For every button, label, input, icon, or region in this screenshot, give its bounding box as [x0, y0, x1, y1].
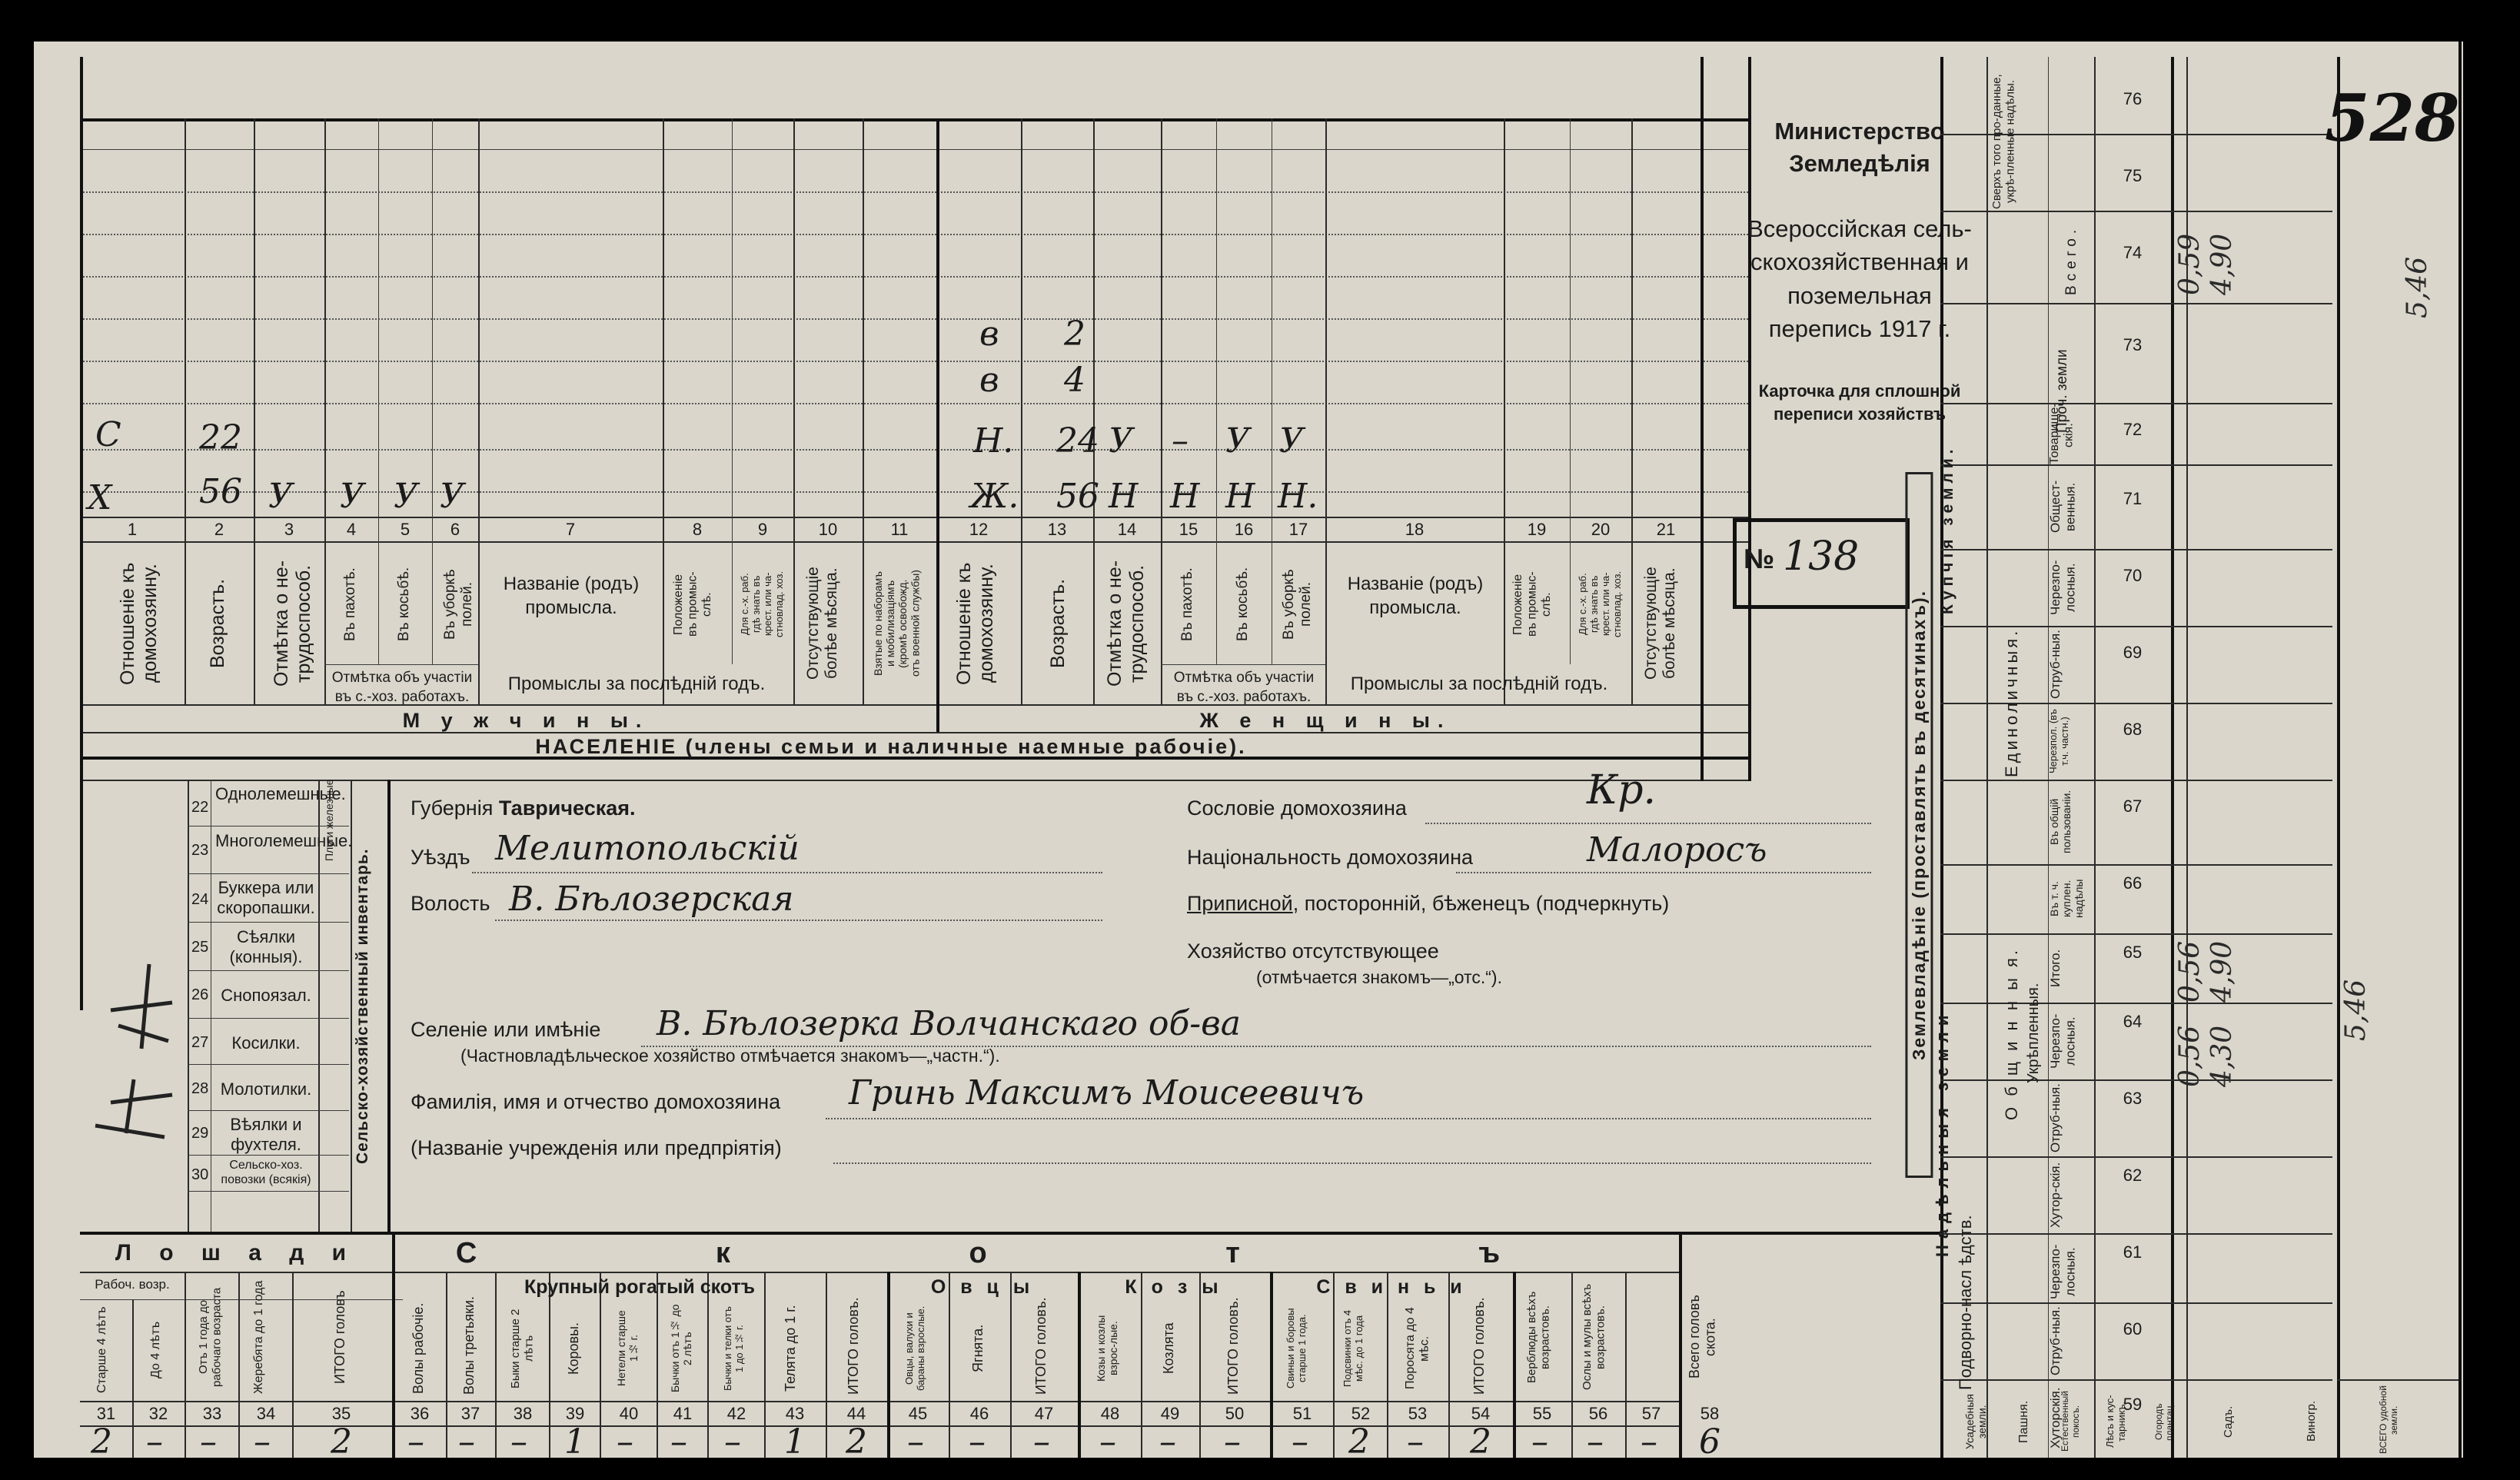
livestock-value: 2 — [1348, 1422, 1370, 1458]
land-col-label: Черезпо-лосныя. — [2048, 1244, 2078, 1299]
inv-no: 26 — [191, 986, 209, 1003]
hw-age: 56 — [1056, 477, 1099, 516]
col-number: 14 — [1117, 520, 1137, 539]
header-harvest: Въ уборкѣ полей. — [442, 569, 475, 640]
group-sheep: О в ц ы — [930, 1276, 1035, 1298]
livestock-col-label: Поросята до 4 мѣс. — [1404, 1307, 1431, 1390]
livestock-col-number: 50 — [1225, 1404, 1245, 1423]
header-disability: Отмѣтка о не- трудоспособ. — [271, 560, 314, 687]
hw-mark: У — [440, 477, 464, 516]
livestock-value: – — [458, 1422, 475, 1458]
header-absent-women: Отсутствующіе болѣе мѣсяца. — [1642, 567, 1679, 680]
land-col-label: Отруб-ныя. — [2048, 630, 2063, 699]
livestock-col-label: ИТОГО головъ. — [1225, 1297, 1241, 1395]
livestock-col-number: 35 — [331, 1404, 351, 1423]
land-col-number: 74 — [2123, 243, 2143, 262]
col-number: 17 — [1288, 520, 1308, 539]
col-number: 11 — [890, 520, 909, 539]
livestock-col-label: Верблюды всѣхъ возрастовъ. — [1525, 1291, 1552, 1383]
land-col-number: 73 — [2123, 335, 2143, 354]
land-col-number: 63 — [2123, 1089, 2143, 1108]
land-value: 0,56 — [2174, 940, 2206, 1003]
livestock-value: 2 — [91, 1422, 112, 1458]
total-value: 5,46 — [2340, 979, 2372, 1041]
land-col-number: 66 — [2123, 873, 2143, 893]
hw-relation: в — [979, 314, 999, 354]
strengthened-title: Укрѣпленныя. — [2025, 983, 2042, 1084]
hw-mark: Н. — [1278, 477, 1318, 516]
livestock-col-number: 43 — [785, 1404, 805, 1423]
land-col-number: 65 — [2123, 943, 2143, 962]
livestock-col-label: Бычки отъ 1½ до 2 лѣтъ — [669, 1304, 694, 1393]
hw-mark: Н — [1109, 477, 1139, 516]
livestock-col-label: Отъ 1 года до рабочаго возраста — [197, 1287, 224, 1387]
hw-age: 24 — [1056, 421, 1099, 461]
livestock-value: 2 — [331, 1422, 352, 1458]
land-col-number: 68 — [2123, 720, 2143, 739]
livestock-col-number: 44 — [846, 1404, 866, 1423]
land-col-number: 76 — [2123, 89, 2143, 108]
livestock-col-label: Всего головъ скота. — [1687, 1295, 1718, 1379]
inv-no: 25 — [191, 939, 209, 956]
land-col-label: Черезпо-лосныя. — [2048, 1013, 2078, 1069]
absent-label: Хозяйство отсутствующее — [1187, 940, 1439, 963]
livestock-value: – — [670, 1422, 687, 1458]
livestock-value: – — [1099, 1422, 1116, 1458]
settlement-value: В. Бѣлозерка Волчанскаго об-ва — [657, 1004, 1242, 1043]
header-participation-women: Отмѣтка объ участіи въ с.-хоз. работахъ. — [1173, 670, 1315, 705]
livestock-col-label: Коровы. — [566, 1322, 581, 1375]
land-col-number: 69 — [2123, 643, 2143, 662]
livestock-col-number: 40 — [619, 1404, 639, 1423]
sole-title: Единоличныя. — [2002, 627, 2021, 778]
livestock-col-label: Быки старше 2 лѣтъ — [509, 1309, 536, 1389]
estate-label: Сословіе домохозяина — [1187, 797, 1407, 820]
col-number: 16 — [1234, 520, 1254, 539]
col-number: 21 — [1656, 520, 1676, 539]
livestock-value: – — [1159, 1422, 1176, 1458]
header-trades-last-year: Промыслы за послѣдній годъ. — [507, 673, 766, 694]
hw-relation: Н. — [973, 421, 1014, 461]
hw-mark: Н — [1170, 477, 1200, 516]
district-value: Мелитопольскій — [495, 829, 800, 868]
absent-note: (отмѣчается знакомъ—„отс.“). — [1256, 967, 1502, 987]
settlement-label: Селеніе или имѣніе — [411, 1018, 601, 1041]
livestock-col-label: ИТОГО головъ. — [846, 1297, 861, 1395]
inv-no: 24 — [191, 891, 209, 908]
land-col-label: Итого. — [2048, 949, 2063, 987]
livestock-col-number: 41 — [673, 1404, 693, 1423]
inv-no: 23 — [191, 842, 209, 859]
land-col-number: 71 — [2123, 489, 2143, 508]
inventory-side-label: Плуги железные — [323, 779, 335, 861]
land-value: 4,30 — [2206, 1025, 2238, 1087]
inv-label: Однолемешные. — [215, 784, 346, 803]
nationality-value: Малоросъ — [1587, 830, 1767, 870]
col-number: 1 — [127, 520, 138, 539]
livestock-value: – — [1292, 1422, 1308, 1458]
inv-label: Буккера или скоропашки. — [217, 878, 315, 918]
livestock-value: – — [1224, 1422, 1241, 1458]
land-value: 0,59 — [2174, 233, 2206, 295]
number-sign: № — [1744, 543, 1775, 574]
livestock-col-label: Нетели старше 1½ г. — [615, 1310, 640, 1387]
land-value: 4,90 — [2206, 233, 2238, 295]
header-plowing: Въ пахотѣ. — [342, 567, 358, 641]
right-label: Усадебныя земли. — [1963, 1394, 1989, 1449]
land-col-label: Черезпо-лосныя. — [2048, 560, 2078, 615]
header-trade-time-women: Для с.-х. раб. гдѣ знать въ крест. или ча- стновлад. хоз. — [1577, 570, 1623, 638]
livestock-col-label: ИТОГО головъ. — [1033, 1297, 1049, 1395]
livestock-value: 1 — [784, 1422, 806, 1458]
livestock-value: 2 — [1470, 1422, 1491, 1458]
owner-label: Фамилія, имя и отчество домохозяина — [411, 1090, 781, 1113]
livestock-col-number: 54 — [1471, 1404, 1491, 1423]
header-disability-women: Отмѣтка о не- трудоспособ. — [1104, 560, 1148, 687]
header-trade-name-women: Названіе (родъ) промысла. — [1347, 574, 1484, 619]
col-number: 13 — [1047, 520, 1067, 539]
livestock-col-number: 42 — [726, 1404, 746, 1423]
header-relation-women: Отношеніе къ домохозяину. — [953, 562, 997, 685]
settlement-note: (Частновладѣльческое хозяйство отмѣчается знакомъ—„частн.“). — [460, 1046, 1000, 1066]
col-number: 10 — [818, 520, 838, 539]
hw-age: 4 — [1064, 361, 1085, 400]
nationality-label: Національность домохозяина — [1187, 846, 1474, 869]
header-trade-name: Названіе (родъ) промысла. — [503, 574, 640, 619]
livestock-value: – — [1641, 1422, 1657, 1458]
col-number: 8 — [692, 520, 703, 539]
livestock-col-label: Подсвинки отъ 4 мѣс. до 1 года — [1341, 1309, 1365, 1388]
header-harvest-women: Въ уборкѣ полей. — [1281, 569, 1314, 640]
hw-mark: У — [1225, 421, 1250, 461]
livestock-value: – — [510, 1422, 527, 1458]
livestock-col-number: 47 — [1034, 1404, 1054, 1423]
other-land-title: Проч. земли — [2054, 349, 2070, 434]
livestock-col-number: 45 — [908, 1404, 928, 1423]
livestock-col-label: Козлята — [1161, 1322, 1176, 1375]
livestock-value: – — [254, 1422, 271, 1458]
col-number: 5 — [400, 520, 411, 539]
livestock-col-number: 38 — [513, 1404, 533, 1423]
horse-working-label: Рабоч. возр. — [95, 1277, 170, 1292]
estate-value: Кр. — [1587, 767, 1657, 813]
right-label: Пашня. — [2017, 1400, 2030, 1443]
population-title: НАСЕЛЕНІЕ (члены семьи и наличные наемные рабочіе). — [535, 735, 1247, 758]
district-label: Уѣздъ — [411, 846, 470, 869]
livestock-col-number: 58 — [1700, 1404, 1720, 1423]
header-trade-time: Для с.-х. раб. гдѣ знать въ крест. или ча- стновлад. хоз. — [739, 570, 785, 638]
right-label: Садъ. — [2222, 1405, 2235, 1438]
group-cattle: Крупный рогатый скотъ — [524, 1276, 755, 1298]
right-label: Огородъ плантац. — [2153, 1402, 2175, 1441]
ministry-title: Министерство Земледѣлія — [1774, 118, 1945, 177]
group-goats: К о з ы — [1125, 1276, 1223, 1298]
header-age-women: Возрастъ. — [1047, 578, 1069, 669]
land-col-label: Сверхъ того про-данные, укрѣ-пленные надѣлы. — [1990, 74, 2017, 209]
header-trade-position: Положеніе въ промыс- слѣ. — [672, 571, 713, 637]
livestock-col-number: 52 — [1351, 1404, 1371, 1423]
hw-relation: в — [979, 361, 999, 400]
communal-title: О б щ и н н ы я. — [2002, 946, 2021, 1120]
inv-label: Вѣялки и фухтеля. — [230, 1115, 302, 1155]
land-col-label: Хутор-скія. — [2048, 1162, 2063, 1228]
hw-mark: Н — [1225, 477, 1255, 516]
census-card — [34, 42, 2463, 1458]
right-label: Естественный покосъ. — [2060, 1391, 2081, 1452]
registered-line: Приписной, посторонній, бѣженецъ (подчеркнуть) — [1187, 892, 1670, 915]
livestock-col-label: ИТОГО головъ — [332, 1290, 347, 1384]
livestock-col-number: 39 — [565, 1404, 585, 1423]
hw-mark: У — [268, 477, 293, 516]
livestock-col-label: Ослы и мулы всѣхъ возрастовъ. — [1581, 1283, 1607, 1391]
livestock-col-number: 37 — [460, 1404, 480, 1423]
right-label: ВСЕГО удобной земли. — [2378, 1385, 2399, 1455]
livestock-col-label: Старше 4 лѣтъ — [95, 1306, 108, 1394]
col-number: 18 — [1405, 520, 1425, 539]
hw-mark: У — [1279, 421, 1304, 461]
land-value: 4,90 — [2206, 940, 2238, 1003]
land-col-label: Товарище-скія. — [2048, 403, 2076, 464]
livestock-value: – — [200, 1422, 217, 1458]
land-col-label: Общест-венныя. — [2048, 480, 2078, 534]
livestock-col-label: Ягнята. — [970, 1324, 986, 1373]
inventory-strokes — [88, 956, 188, 1156]
volost-label: Волость — [411, 892, 490, 915]
group-horses: Л о ш а д и — [115, 1240, 357, 1265]
hw-relation: Ж. — [970, 477, 1019, 516]
owner-value: Гринь Максимъ Моисеевичъ — [849, 1073, 1365, 1112]
header-relation: Отношеніе къ домохозяину. — [117, 562, 161, 685]
inv-no: 22 — [191, 799, 209, 816]
livestock-value: – — [907, 1422, 924, 1458]
land-col-label: Отруб-ныя. — [2048, 1083, 2063, 1152]
land-col-label: Въ общій пользованіи. — [2048, 790, 2073, 854]
livestock-value: – — [407, 1422, 424, 1458]
livestock-col-number: 36 — [410, 1404, 430, 1423]
land-col-label: Хуторскія. — [2048, 1387, 2063, 1448]
inv-label: Сельско-хоз. повозки (всякія) — [221, 1159, 311, 1187]
header-trades-last-year-women: Промыслы за послѣдній годъ. — [1350, 673, 1608, 694]
hw-age: 56 — [199, 472, 242, 511]
col-number: 7 — [565, 520, 576, 539]
livestock-value: – — [1531, 1422, 1548, 1458]
header-age: Возрастъ. — [207, 578, 228, 669]
col-number: 15 — [1179, 520, 1198, 539]
col-number: 3 — [284, 520, 294, 539]
col-number: 2 — [214, 520, 224, 539]
col-number: 20 — [1591, 520, 1611, 539]
purchased-title: Купчія земли. — [1939, 444, 1956, 615]
livestock-col-number: 53 — [1408, 1404, 1428, 1423]
inventory-title: Сельско-хозяйственный инвентарь. — [354, 848, 371, 1165]
land-col-label: Отруб-ныя. — [2048, 1306, 2063, 1375]
land-col-number: 67 — [2123, 797, 2143, 816]
header-plowing-women: Въ пахотѣ. — [1179, 567, 1195, 641]
land-col-number: 59 — [2123, 1395, 2143, 1414]
livestock-col-label: До 4 лѣтъ — [149, 1321, 162, 1379]
livestock-value: – — [724, 1422, 741, 1458]
livestock-col-label: Свиньи и боровы старше 1 года. — [1285, 1308, 1308, 1389]
livestock-value: – — [1587, 1422, 1604, 1458]
livestock-value: 2 — [846, 1422, 867, 1458]
land-col-label: Въ т. ч. куплен. надѣлы — [2048, 879, 2086, 919]
hw-relation: Х — [88, 478, 112, 517]
col-number: 12 — [969, 520, 989, 539]
hw-mark: У — [340, 477, 364, 516]
header-trade-position-women: Положеніе въ промыс- слѣ. — [1511, 571, 1553, 637]
livestock-value: 6 — [1699, 1422, 1720, 1458]
col-number: 6 — [450, 520, 460, 539]
livestock-col-label: Телята до 1 г. — [783, 1305, 798, 1392]
hw-relation: С — [95, 415, 121, 454]
hw-age: 2 — [1064, 314, 1085, 354]
livestock-col-label: Волы рабочіе. — [411, 1302, 426, 1395]
land-usage-title: Землевладѣніе (проставлять въ десятинахъ). — [1905, 472, 1933, 1178]
hw-mark: У — [1109, 421, 1133, 461]
land-col-number: 75 — [2123, 166, 2143, 185]
col-number: 19 — [1527, 520, 1547, 539]
livestock-col-label: Козы и козлы взрос-лые. — [1095, 1315, 1120, 1382]
inv-no: 27 — [191, 1034, 209, 1051]
inv-label: Снопоязал. — [221, 986, 311, 1005]
livestock-col-number: 32 — [148, 1404, 168, 1423]
livestock-col-number: 55 — [1532, 1404, 1552, 1423]
livestock-col-label: Бычки и телки отъ 1 до 1½ г. — [722, 1306, 745, 1391]
livestock-value: – — [1033, 1422, 1050, 1458]
land-col-number: 62 — [2123, 1166, 2143, 1185]
land-col-number: 64 — [2123, 1012, 2143, 1031]
inv-no: 30 — [191, 1166, 209, 1183]
livestock-value: 1 — [564, 1422, 586, 1458]
header-mowing-women: Въ косьбѣ. — [1235, 567, 1251, 642]
livestock-col-number: 33 — [202, 1404, 222, 1423]
livestock-value: – — [1407, 1422, 1424, 1458]
livestock-col-label: ИТОГО головъ. — [1471, 1297, 1487, 1395]
livestock-col-number: 34 — [256, 1404, 276, 1423]
allotment-title: Надѣльныя земли — [1933, 1009, 1952, 1258]
men-label: М у ж ч и н ы. — [402, 709, 650, 732]
land-col-number: 60 — [2123, 1319, 2143, 1339]
livestock-col-number: 56 — [1588, 1404, 1608, 1423]
livestock-col-number: 51 — [1292, 1404, 1312, 1423]
livestock-col-label: Жеребята до 1 года — [252, 1280, 265, 1394]
land-col-number: 72 — [2123, 420, 2143, 439]
census-title: Всероссійская сель- скохозяйственная и поземельная перепись 1917 г. — [1747, 215, 1972, 343]
header-participation: Отмѣтка объ участіи въ с.-хоз. работахъ. — [331, 670, 473, 705]
women-label: Ж е н щ и н ы. — [1199, 709, 1451, 732]
inv-label: Многолемешные. — [215, 831, 353, 850]
card-number: 138 — [1783, 534, 1860, 580]
livestock-col-number: 46 — [969, 1404, 989, 1423]
col-number: 4 — [346, 520, 357, 539]
land-col-number: 70 — [2123, 566, 2143, 585]
land-col-label: Всего. — [2063, 224, 2079, 295]
hw-age: 22 — [199, 418, 242, 457]
col-number: 9 — [757, 520, 768, 539]
inv-no: 28 — [191, 1080, 209, 1097]
inv-no: 29 — [191, 1125, 209, 1142]
group-pigs: С в и н ь и — [1316, 1276, 1467, 1298]
livestock-col-number: 48 — [1100, 1404, 1120, 1423]
livestock-value: – — [617, 1422, 633, 1458]
inv-label: Молотилки. — [220, 1079, 312, 1099]
hw-mark: У — [394, 477, 418, 516]
livestock-title: С к о т ъ — [455, 1237, 1616, 1269]
right-label: Виногр. — [2305, 1401, 2318, 1442]
land-col-number: 61 — [2123, 1242, 2143, 1262]
right-label: Лѣсъ и кус-тарникъ. — [2104, 1395, 2127, 1448]
header-mowing: Въ косьбѣ. — [396, 567, 412, 642]
livestock-col-number: 57 — [1641, 1404, 1661, 1423]
livestock-value: – — [969, 1422, 986, 1458]
total-value: 5,46 — [2402, 256, 2433, 318]
livestock-col-number: 31 — [96, 1404, 116, 1423]
institution-label: (Названіе учрежденія или предпріятія) — [411, 1136, 782, 1159]
land-col-label: Черезпол. (въ т.ч. частн.) — [2047, 709, 2070, 773]
header-absent: Отсутствующіе болѣе мѣсяца. — [804, 567, 841, 680]
card-title: Карточка для сплошной переписи хозяйствъ — [1758, 381, 1961, 424]
livestock-col-label: Овцы, валухи и бараны взрослые. — [903, 1305, 926, 1392]
livestock-col-label: Волы третьяки. — [461, 1295, 477, 1395]
province-line: Губернія Таврическая. — [411, 797, 636, 820]
land-value: 0,56 — [2174, 1025, 2206, 1087]
inv-label: Сѣялки (конныя). — [229, 927, 303, 967]
hw-mark: – — [1172, 421, 1189, 461]
livestock-col-number: 49 — [1160, 1404, 1180, 1423]
inv-label: Косилки. — [231, 1033, 301, 1053]
livestock-value: – — [146, 1422, 163, 1458]
household-title: Подворно-насл ѣдств. — [1956, 1215, 1975, 1390]
stamp-number: 528 — [2325, 80, 2460, 156]
volost-value: В. Бѣлозерская — [509, 880, 794, 919]
header-mobilized: Взятые по наборамъ и мобилизаціямъ (кромѣ освобожд. отъ военной службы) — [872, 570, 922, 677]
